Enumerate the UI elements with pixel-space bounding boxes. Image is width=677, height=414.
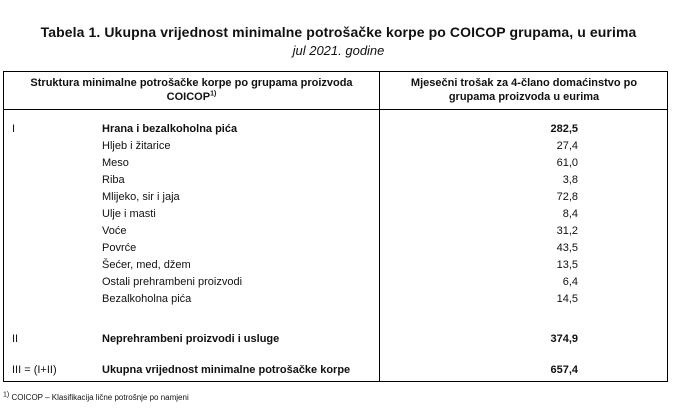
row-label: Ostali prehrambeni proizvodi [102, 276, 243, 288]
row-value: 282,5 [550, 123, 578, 135]
row-value: 13,5 [556, 259, 578, 271]
row-label: Riba [102, 174, 125, 186]
row-value: 72,8 [556, 191, 578, 203]
row-value: 61,0 [556, 157, 578, 169]
footnote-text: COICOP – Klasifikacija lične potrošnje po namjeni [9, 393, 189, 402]
table-row [4, 189, 667, 206]
row-label: Voće [102, 225, 127, 237]
row-label: Ulje i masti [102, 208, 156, 220]
row-value: 14,5 [556, 293, 578, 305]
row-value: 6,4 [562, 276, 578, 288]
table-header [4, 72, 667, 110]
row-code: I [12, 123, 16, 135]
table-row [4, 121, 667, 138]
header-footnote-marker: 1) [210, 90, 217, 98]
row-value: 657,4 [550, 364, 578, 376]
row-code: III = (I+II) [12, 364, 57, 376]
row-label: Šećer, med, džem [102, 259, 191, 271]
row-code: II [12, 333, 19, 345]
row-value: 374,9 [550, 333, 578, 345]
header-monthly-cost: Mjesečni trošak za 4-člano domaćinstvo po grupama proizvoda u eurima [410, 77, 638, 103]
row-label: Meso [102, 157, 129, 169]
row-label: Mlijeko, sir i jaja [102, 191, 180, 203]
row-label: Bezalkoholna pića [102, 293, 192, 305]
row-value: 8,4 [562, 208, 578, 220]
header-structure [8, 76, 375, 104]
table-subtitle: jul 2021. godine [292, 43, 385, 58]
table-row [4, 223, 667, 240]
table-row [4, 331, 667, 348]
footnote-marker: 1) [3, 391, 10, 399]
table-row [4, 172, 667, 189]
table-row [4, 138, 667, 155]
row-label: Povrće [102, 242, 137, 254]
row-label: Hljeb i žitarice [102, 140, 171, 152]
row-label: Neprehrambeni proizvodi i usluge [102, 333, 280, 345]
table-row [4, 274, 667, 291]
row-value: 31,2 [556, 225, 578, 237]
table-row [4, 257, 667, 274]
table-title: Tabela 1. Ukupna vrijednost minimalne potrošačke korpe po COICOP grupama, u eurima [40, 24, 637, 40]
footnote [3, 393, 189, 402]
table-row [4, 362, 667, 379]
table-row [4, 155, 667, 172]
table-row [4, 240, 667, 257]
data-table [3, 71, 668, 382]
table-row [4, 291, 667, 308]
row-label: Hrana i bezalkoholna pića [102, 123, 238, 135]
header-structure-text: Struktura minimalne potrošačke korpe po grupama proizvoda COICOP [30, 77, 353, 103]
row-value: 27,4 [556, 140, 578, 152]
row-label: Ukupna vrijednost minimalne potrošačke korpe [102, 364, 351, 376]
row-value: 43,5 [556, 242, 578, 254]
table-row [4, 206, 667, 223]
row-value: 3,8 [562, 174, 578, 186]
